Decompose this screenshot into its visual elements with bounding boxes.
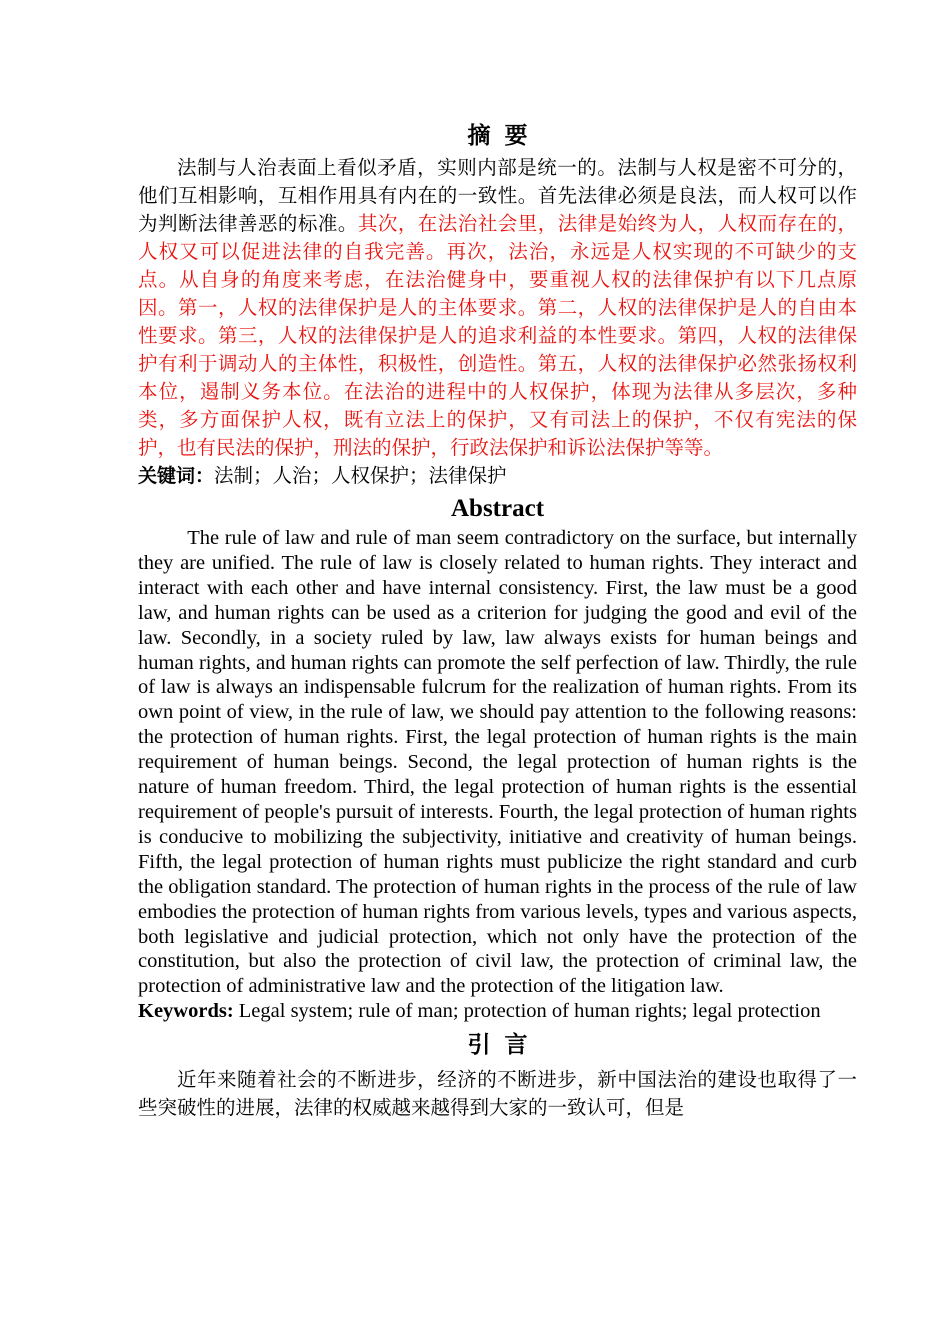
chinese-keywords-values: 法制；人治；人权保护；法律保护 [214,464,507,487]
english-abstract-heading: Abstract [450,495,545,522]
introduction-heading: 引言 [467,1031,542,1059]
chinese-abstract-paragraph [138,154,857,462]
english-abstract-section [138,492,857,1024]
chinese-keywords-label: 关键词： [138,465,215,487]
document-page [138,118,857,1122]
chinese-abstract-highlighted-text: 其次，在法治社会里，法律是始终为人，人权而存在的，人权又可以促进法律的自我完善。再次，法治，永远是人权实现的不可缺少的支点。从自身的角度来考虑，在法治健身中，要重视人权的法律保护有以下几点原因。第一，人权的法律保护是人的主体要求。第二，人权的法律保护是人的自由本性要求。第三，人权的法律保护是人的追求利益的本性要求。第四，人权的法律保护有利于调动人的主体性，积极性，创造性。第五，人权的法律保护必然张扬权利本位，遏制义务本位。在法治的进程中的人权保护，体现为法律从多层次，多种类，多方面保护人权，既有立法上的保护，又有司法上的保护，不仅有宪法的保护，也有民法的保护，刑法的保护，行政法保护和诉讼法保护等等。 [138,212,857,459]
english-keywords-label: Keywords: [138,1000,234,1023]
english-keywords-line [138,999,857,1024]
introduction-section [138,1024,857,1122]
chinese-abstract-section [138,118,857,490]
english-keywords-values: Legal system; rule of man; protection of human rights; legal protection [238,1000,821,1023]
chinese-keywords-line [138,462,857,490]
chinese-abstract-heading: 摘要 [467,122,542,149]
introduction-paragraph: 近年来随着社会的不断进步，经济的不断进步，新中国法治的建设也取得了一些突破性的进展，法律的权威越来越得到大家的一致认可，但是 [138,1068,857,1120]
chinese-abstract-text: 法制与人治表面上看似矛盾，实则内部是统一的。法制与人权是密不可分的，他们互相影响，互相作用具有内在的一致性。首先法律必须是良法，而人权可以作为判断法律善恶的标准。 [138,156,857,235]
english-abstract-paragraph: The rule of law and rule of man seem contradictory on the surface, but internally they are unified. The rule of law is closely related to human rights. They interact and interact with each other and have internal consistency. First, the law must be a good law, and human rights can be used as a criterion for judging the good and evil of the law. Secondly, in a society ruled by law, law always exists for human beings and human rights, and human rights can promote the self perfection of law. Thirdly, the rule of law is always an indispensable fulcrum for the realization of human rights. From its own point of view, in the rule of law, we should pay attention to the following reasons: the protection of human rights. First, the legal protection of human rights is the main requirement of human beings. Second, the legal protection of human rights is the nature of human freedom. Third, the legal protection of human rights is the essential requirement of people's pursuit of interests. Fourth, the legal protection of human rights is conducive to mobilizing the subjectivity, initiative and creativity of human beings. Fifth, the legal protection of human rights must publicize the right standard and curb the obligation standard. The protection of human rights in the process of the rule of law embodies the protection of human rights from various levels, types and various aspects, both legislative and judicial protection, which not only have the protection of the constitution, but also the protection of civil law, the protection of criminal law, the protection of administrative law and the protection of the litigation law. [138,527,857,998]
